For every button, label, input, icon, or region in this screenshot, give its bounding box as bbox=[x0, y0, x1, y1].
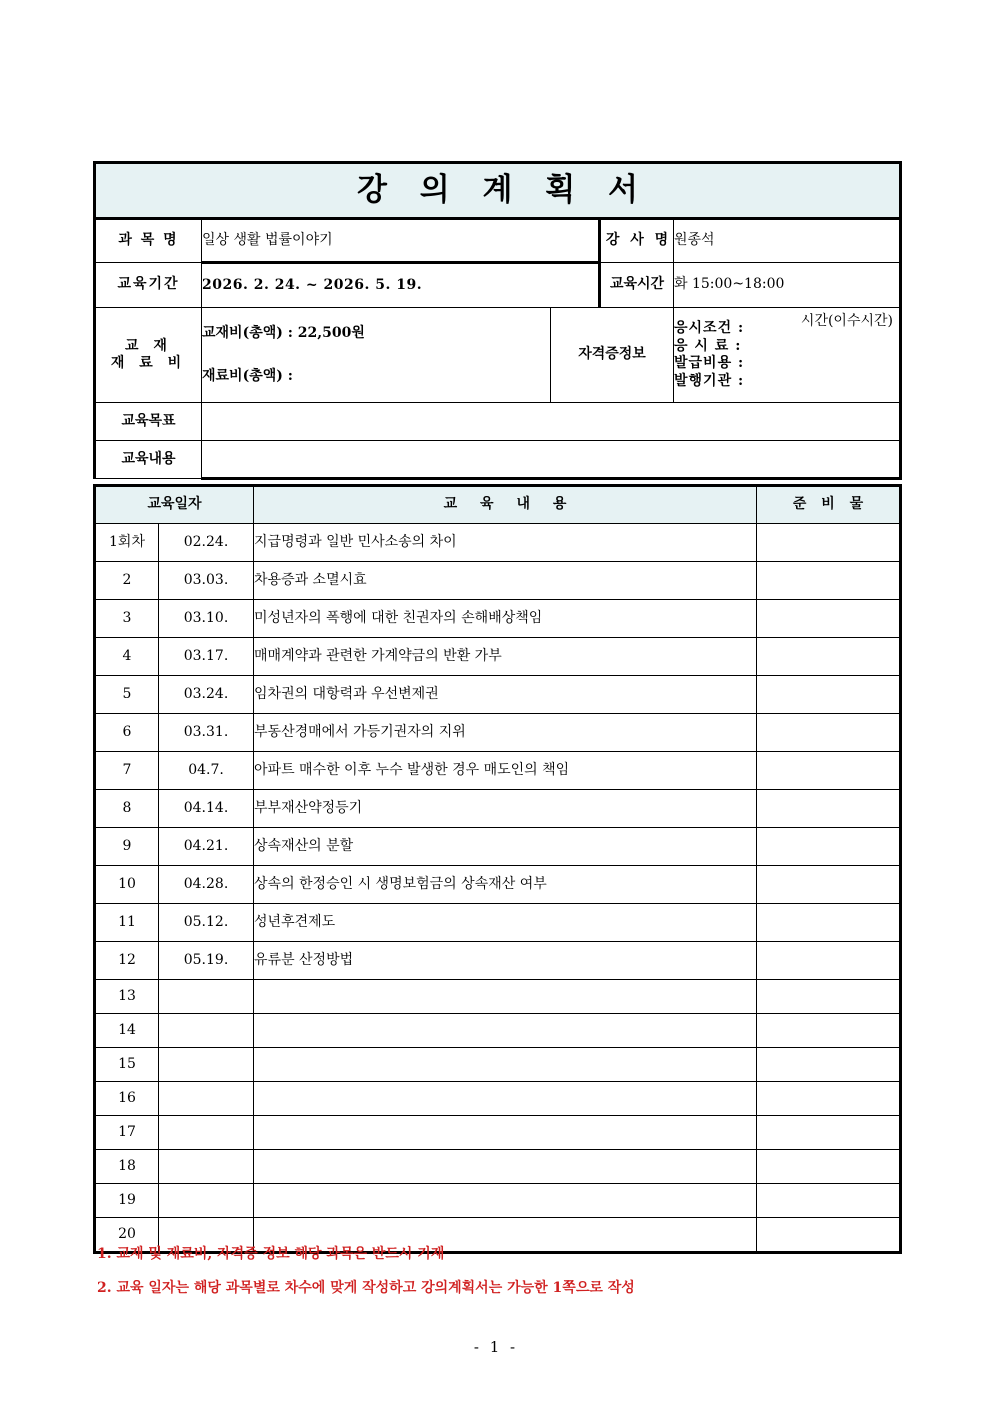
fee-label-line-1: 교 재 bbox=[125, 337, 172, 354]
subject-row bbox=[95, 219, 901, 263]
schedule-row-date[interactable]: 03.31. bbox=[159, 714, 254, 752]
certificate-requirement[interactable]: 응시조건 : bbox=[674, 320, 745, 336]
schedule-row-content[interactable] bbox=[254, 1184, 757, 1218]
material-fee-value[interactable]: 재료비(총액) : bbox=[202, 368, 293, 384]
table-row bbox=[95, 790, 901, 828]
period-value[interactable]: 2026. 2. 24. ~ 2026. 5. 19. bbox=[202, 263, 600, 308]
time-label: 교육시간 bbox=[600, 263, 674, 308]
schedule-row-number[interactable]: 11 bbox=[95, 904, 159, 942]
schedule-row-number[interactable]: 7 bbox=[95, 752, 159, 790]
schedule-row-prep[interactable] bbox=[757, 1014, 901, 1048]
certificate-issuer[interactable]: 발행기관 : bbox=[674, 372, 745, 389]
table-row bbox=[95, 676, 901, 714]
schedule-row-prep[interactable] bbox=[757, 524, 901, 562]
schedule-row-number[interactable]: 19 bbox=[95, 1184, 159, 1218]
instructor-value[interactable]: 원종석 bbox=[674, 219, 901, 263]
course-info-table bbox=[93, 161, 902, 480]
textbook-fee-value[interactable]: 교재비(총액) : 22,500원 bbox=[202, 324, 365, 341]
table-row bbox=[95, 904, 901, 942]
schedule-row-date[interactable]: 02.24. bbox=[159, 524, 254, 562]
schedule-header-date: 교육일자 bbox=[95, 486, 254, 524]
certificate-info-label: 자격증정보 bbox=[551, 308, 674, 403]
schedule-row-number[interactable]: 18 bbox=[95, 1150, 159, 1184]
schedule-row-number[interactable]: 20 bbox=[95, 1218, 159, 1253]
schedule-row-date[interactable] bbox=[159, 1116, 254, 1150]
fee-label bbox=[95, 308, 202, 403]
goal-row bbox=[95, 403, 901, 441]
subject-value[interactable]: 일상 생활 법률이야기 bbox=[202, 219, 600, 263]
schedule-row-prep[interactable] bbox=[757, 600, 901, 638]
schedule-row-prep[interactable] bbox=[757, 790, 901, 828]
fee-row bbox=[95, 308, 901, 403]
schedule-row-date[interactable]: 04.14. bbox=[159, 790, 254, 828]
time-value[interactable]: 화 15:00~18:00 bbox=[674, 263, 901, 308]
period-row bbox=[95, 263, 901, 308]
schedule-row-date[interactable]: 05.12. bbox=[159, 904, 254, 942]
schedule-row-prep[interactable] bbox=[757, 1150, 901, 1184]
table-row bbox=[95, 600, 901, 638]
period-label: 교육기간 bbox=[95, 263, 202, 308]
schedule-row-number[interactable]: 10 bbox=[95, 866, 159, 904]
table-row bbox=[95, 562, 901, 600]
table-row bbox=[95, 1082, 901, 1116]
schedule-row-content[interactable]: 부동산경매에서 가등기권자의 지위 bbox=[254, 714, 757, 752]
schedule-row-content[interactable] bbox=[254, 1082, 757, 1116]
schedule-row-content[interactable] bbox=[254, 1048, 757, 1082]
schedule-row-number[interactable]: 2 bbox=[95, 562, 159, 600]
schedule-row-number[interactable]: 13 bbox=[95, 980, 159, 1014]
page-title: 강 의 계 획 서 bbox=[357, 172, 649, 209]
title-row bbox=[95, 163, 901, 219]
certificate-exam-fee[interactable]: 응 시 료 : bbox=[674, 337, 742, 354]
table-row bbox=[95, 1150, 901, 1184]
content-label: 교육내용 bbox=[95, 441, 202, 479]
content-row bbox=[95, 441, 901, 479]
schedule-row-date[interactable]: 04.7. bbox=[159, 752, 254, 790]
schedule-row-content[interactable]: 아파트 매수한 이후 누수 발생한 경우 매도인의 책임 bbox=[254, 752, 757, 790]
schedule-row-prep[interactable] bbox=[757, 676, 901, 714]
schedule-row-content[interactable]: 지급명령과 일반 민사소송의 차이 bbox=[254, 524, 757, 562]
footer-note-2-part-c: 으로 작성 bbox=[575, 1280, 635, 1296]
schedule-row-content[interactable]: 미성년자의 폭행에 대한 친권자의 손해배상책임 bbox=[254, 600, 757, 638]
schedule-row-date[interactable] bbox=[159, 1150, 254, 1184]
table-row bbox=[95, 714, 901, 752]
schedule-row-content[interactable]: 성년후견제도 bbox=[254, 904, 757, 942]
schedule-row-content[interactable]: 상속재산의 분할 bbox=[254, 828, 757, 866]
certificate-info-cell bbox=[674, 308, 901, 403]
subject-label: 과 목 명 bbox=[95, 219, 202, 263]
schedule-row-number[interactable]: 16 bbox=[95, 1082, 159, 1116]
schedule-body bbox=[95, 524, 901, 1253]
schedule-row-date[interactable]: 04.21. bbox=[159, 828, 254, 866]
schedule-row-prep[interactable] bbox=[757, 866, 901, 904]
schedule-row-number[interactable]: 14 bbox=[95, 1014, 159, 1048]
schedule-row-date[interactable] bbox=[159, 980, 254, 1014]
table-row bbox=[95, 638, 901, 676]
schedule-row-prep[interactable] bbox=[757, 828, 901, 866]
schedule-row-date[interactable]: 03.10. bbox=[159, 600, 254, 638]
schedule-row-date[interactable]: 05.19. bbox=[159, 942, 254, 980]
schedule-row-prep[interactable] bbox=[757, 1082, 901, 1116]
schedule-row-content[interactable]: 임차권의 대항력과 우선변제권 bbox=[254, 676, 757, 714]
schedule-row-content[interactable]: 부부재산약정등기 bbox=[254, 790, 757, 828]
schedule-row-prep[interactable] bbox=[757, 942, 901, 980]
schedule-row-content[interactable]: 차용증과 소멸시효 bbox=[254, 562, 757, 600]
schedule-row-prep[interactable] bbox=[757, 1116, 901, 1150]
footer-note-2-emphasis: 가능한 1쪽 bbox=[507, 1280, 576, 1296]
schedule-row-prep[interactable] bbox=[757, 980, 901, 1014]
schedule-row-prep[interactable] bbox=[757, 714, 901, 752]
schedule-row-date[interactable] bbox=[159, 1048, 254, 1082]
document-title-cell bbox=[95, 163, 901, 219]
table-row bbox=[95, 752, 901, 790]
table-row bbox=[95, 828, 901, 866]
schedule-row-prep[interactable] bbox=[757, 562, 901, 600]
page-number: - 1 - bbox=[473, 1338, 519, 1356]
schedule-row-number[interactable]: 3 bbox=[95, 600, 159, 638]
table-row bbox=[95, 1014, 901, 1048]
footer-note-2-part-a: 2. 교육 일자는 해당 과목별로 차수에 맞게 작성하고 강의계획서는 bbox=[97, 1280, 508, 1296]
schedule-row-date[interactable]: 03.24. bbox=[159, 676, 254, 714]
schedule-row-date[interactable] bbox=[159, 1082, 254, 1116]
fee-label-line-2: 재 료 비 bbox=[110, 355, 187, 371]
table-row bbox=[95, 1048, 901, 1082]
table-row bbox=[95, 1184, 901, 1218]
schedule-row-number[interactable]: 9 bbox=[95, 828, 159, 866]
goal-label: 교육목표 bbox=[95, 403, 202, 441]
table-row bbox=[95, 866, 901, 904]
footer-note-1: 1. 교재 및 재료비, 자격증 정보 해당 과목은 반드시 기재 bbox=[97, 1246, 445, 1262]
schedule-row-content[interactable]: 매매계약과 관련한 가계약금의 반환 가부 bbox=[254, 638, 757, 676]
schedule-row-date[interactable]: 04.28. bbox=[159, 866, 254, 904]
schedule-row-date[interactable] bbox=[159, 1184, 254, 1218]
table-row bbox=[95, 980, 901, 1014]
table-row bbox=[95, 942, 901, 980]
schedule-row-content[interactable]: 유류분 산정방법 bbox=[254, 942, 757, 980]
schedule-row-content[interactable] bbox=[254, 1150, 757, 1184]
table-row bbox=[95, 1116, 901, 1150]
schedule-row-content[interactable] bbox=[254, 1014, 757, 1048]
schedule-row-prep[interactable] bbox=[757, 1184, 901, 1218]
schedule-row-prep[interactable] bbox=[757, 904, 901, 942]
certificate-issue-cost[interactable]: 발급비용 : bbox=[674, 355, 745, 371]
footer-notes bbox=[93, 1243, 913, 1311]
schedule-header-prep: 준 비 물 bbox=[757, 486, 901, 524]
schedule-row-date[interactable]: 03.17. bbox=[159, 638, 254, 676]
schedule-header-row bbox=[95, 486, 901, 524]
schedule-row-prep[interactable] bbox=[757, 1048, 901, 1082]
schedule-row-number[interactable]: 17 bbox=[95, 1116, 159, 1150]
schedule-row-number[interactable]: 4 bbox=[95, 638, 159, 676]
fee-values-cell bbox=[202, 308, 551, 403]
schedule-table bbox=[93, 484, 902, 1254]
footer-note-2 bbox=[97, 1277, 913, 1297]
schedule-row-content[interactable] bbox=[254, 980, 757, 1014]
schedule-row-number[interactable]: 6 bbox=[95, 714, 159, 752]
instructor-label: 강 사 명 bbox=[600, 219, 674, 263]
goal-value[interactable] bbox=[202, 403, 901, 441]
schedule-row-date[interactable] bbox=[159, 1014, 254, 1048]
schedule-header-content: 교 육 내 용 bbox=[254, 486, 757, 524]
certificate-hours-note: 시간(이수시간) bbox=[800, 313, 893, 329]
schedule-row-prep[interactable] bbox=[757, 752, 901, 790]
schedule-row-number[interactable]: 15 bbox=[95, 1048, 159, 1082]
schedule-row-prep[interactable] bbox=[757, 638, 901, 676]
schedule-row-number[interactable]: 12 bbox=[95, 942, 159, 980]
schedule-row-number[interactable]: 5 bbox=[95, 676, 159, 714]
schedule-row-number[interactable]: 1회차 bbox=[95, 524, 159, 562]
schedule-row-content[interactable] bbox=[254, 1116, 757, 1150]
schedule-row-date[interactable]: 03.03. bbox=[159, 562, 254, 600]
lesson-plan-sheet bbox=[93, 161, 899, 1254]
content-value[interactable] bbox=[202, 441, 901, 479]
table-row bbox=[95, 524, 901, 562]
schedule-row-content[interactable]: 상속의 한정승인 시 생명보험금의 상속재산 여부 bbox=[254, 866, 757, 904]
schedule-row-number[interactable]: 8 bbox=[95, 790, 159, 828]
